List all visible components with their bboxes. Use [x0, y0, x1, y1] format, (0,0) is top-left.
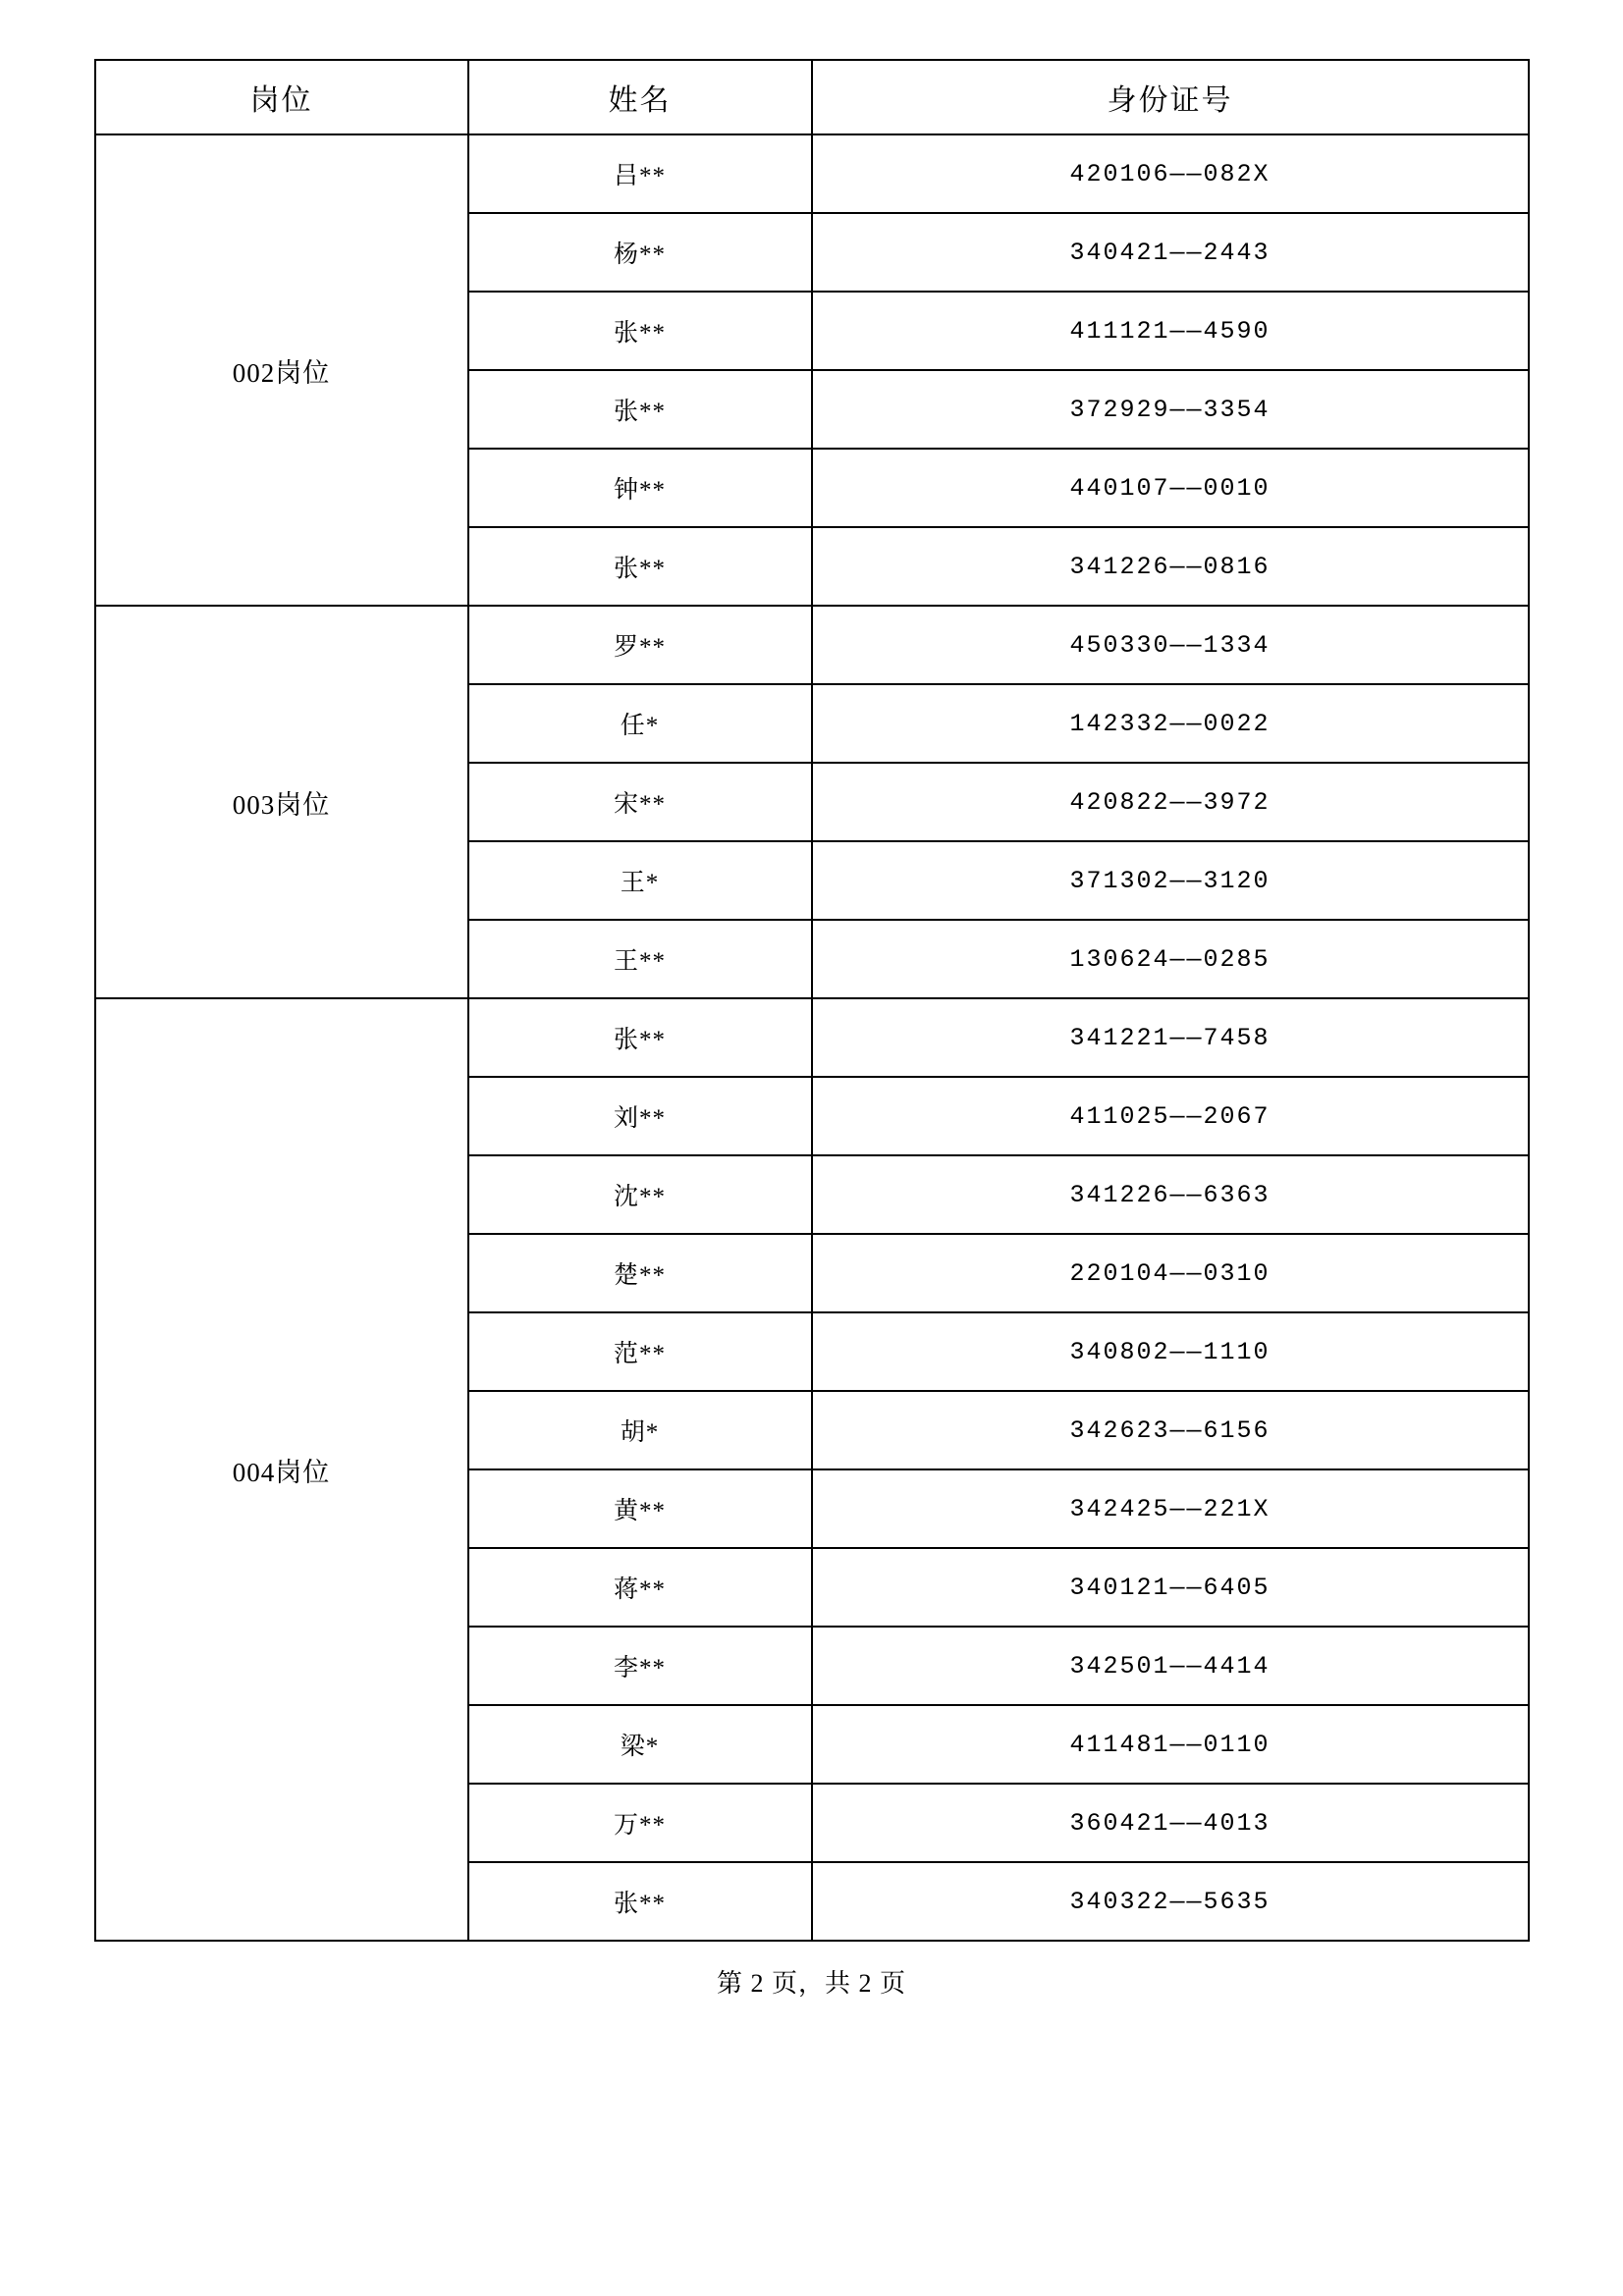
id-cell: 142332——0022: [812, 684, 1529, 763]
table-header: [95, 60, 1529, 134]
name-cell: 蒋**: [468, 1548, 812, 1627]
name-cell: 宋**: [468, 763, 812, 841]
name-cell: 沈**: [468, 1155, 812, 1234]
id-cell: 340421——2443: [812, 213, 1529, 292]
table-row: [95, 134, 1529, 213]
name-cell: 王*: [468, 841, 812, 920]
id-cell: 420822——3972: [812, 763, 1529, 841]
name-cell: 胡*: [468, 1391, 812, 1469]
page-footer: 第 2 页，共 2 页: [716, 1969, 906, 1998]
column-header-id: 身份证号: [812, 60, 1529, 134]
id-cell: 340802——1110: [812, 1312, 1529, 1391]
name-cell: 万**: [468, 1784, 812, 1862]
name-cell: 钟**: [468, 449, 812, 527]
table-row: [95, 606, 1529, 684]
table-body: [95, 134, 1529, 1941]
column-header-post: 岗位: [95, 60, 468, 134]
id-cell: 342501——4414: [812, 1627, 1529, 1705]
id-cell: 450330——1334: [812, 606, 1529, 684]
id-cell: 340121——6405: [812, 1548, 1529, 1627]
name-cell: 杨**: [468, 213, 812, 292]
id-cell: 372929——3354: [812, 370, 1529, 449]
table-row: [95, 998, 1529, 1077]
name-cell: 楚**: [468, 1234, 812, 1312]
column-header-name: 姓名: [468, 60, 812, 134]
name-cell: 张**: [468, 370, 812, 449]
name-cell: 吕**: [468, 134, 812, 213]
id-cell: 440107——0010: [812, 449, 1529, 527]
candidate-table: [94, 59, 1530, 1942]
id-cell: 130624——0285: [812, 920, 1529, 998]
id-cell: 341226——6363: [812, 1155, 1529, 1234]
id-cell: 342425——221X: [812, 1469, 1529, 1548]
name-cell: 李**: [468, 1627, 812, 1705]
name-cell: 张**: [468, 527, 812, 606]
id-cell: 341221——7458: [812, 998, 1529, 1077]
post-group-cell: 002岗位: [95, 134, 468, 606]
id-cell: 411481——0110: [812, 1705, 1529, 1784]
id-cell: 220104——0310: [812, 1234, 1529, 1312]
name-cell: 范**: [468, 1312, 812, 1391]
name-cell: 梁*: [468, 1705, 812, 1784]
id-cell: 341226——0816: [812, 527, 1529, 606]
name-cell: 王**: [468, 920, 812, 998]
name-cell: 刘**: [468, 1077, 812, 1155]
table-header-row: [95, 60, 1529, 134]
id-cell: 411025——2067: [812, 1077, 1529, 1155]
post-group-cell: 003岗位: [95, 606, 468, 998]
name-cell: 张**: [468, 1862, 812, 1941]
name-cell: 张**: [468, 998, 812, 1077]
id-cell: 340322——5635: [812, 1862, 1529, 1941]
post-group-cell: 004岗位: [95, 998, 468, 1941]
name-cell: 黄**: [468, 1469, 812, 1548]
id-cell: 360421——4013: [812, 1784, 1529, 1862]
id-cell: 420106——082X: [812, 134, 1529, 213]
id-cell: 411121——4590: [812, 292, 1529, 370]
name-cell: 任*: [468, 684, 812, 763]
id-cell: 371302——3120: [812, 841, 1529, 920]
name-cell: 张**: [468, 292, 812, 370]
name-cell: 罗**: [468, 606, 812, 684]
id-cell: 342623——6156: [812, 1391, 1529, 1469]
